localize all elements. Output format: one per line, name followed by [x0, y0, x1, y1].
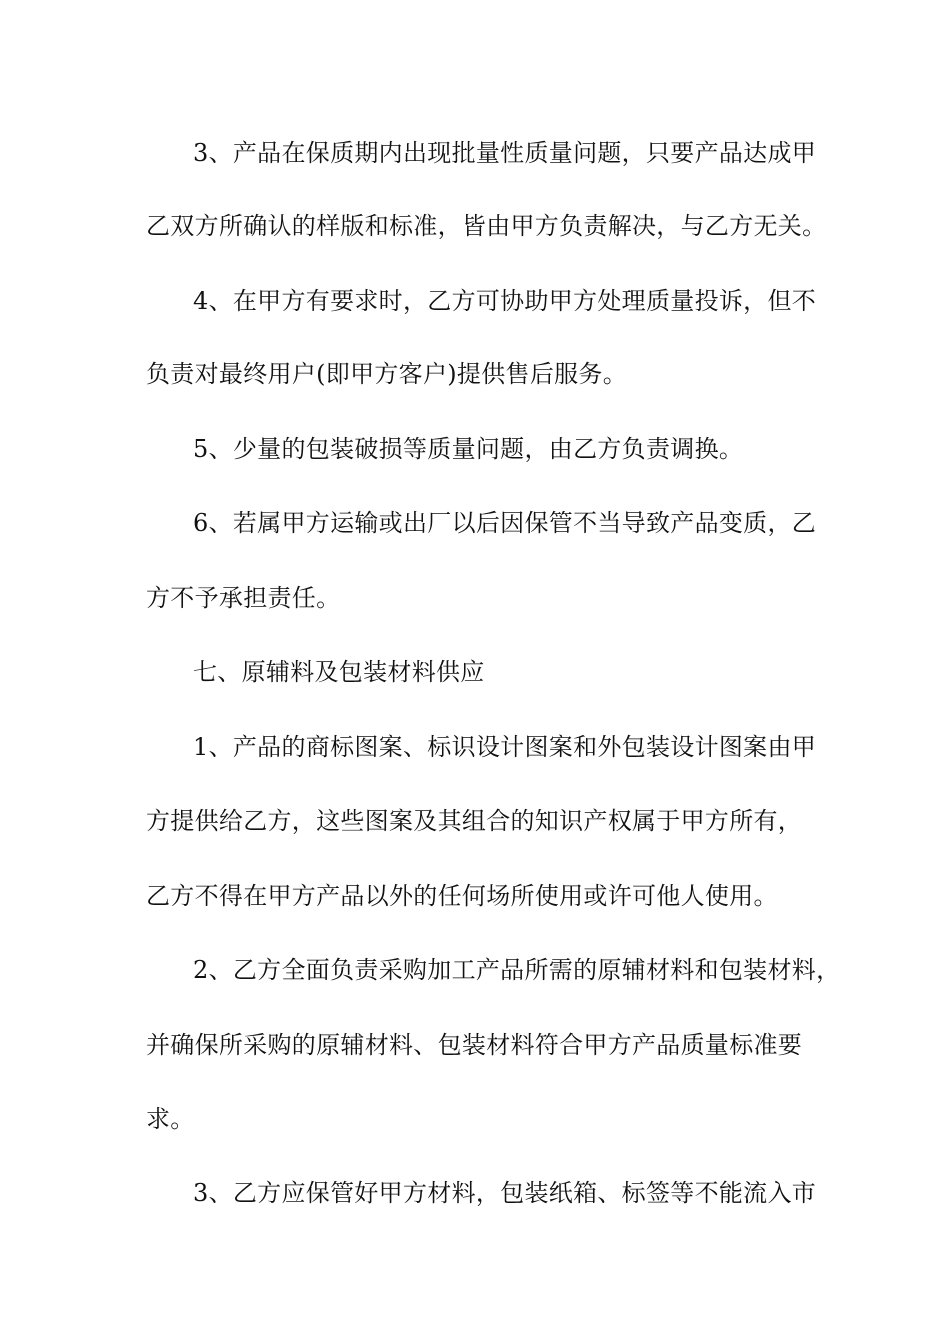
paragraph-line: 求。 [146, 1105, 195, 1133]
paragraph-line: 乙方不得在甲方产品以外的任何场所使用或许可他人使用。 [146, 882, 778, 910]
paragraph-line: 6、若属甲方运输或出厂以后因保管不当导致产品变质，乙 [193, 509, 817, 537]
paragraph-line: 5、少量的包装破损等质量问题，由乙方负责调换。 [193, 435, 744, 463]
paragraph-line: 并确保所采购的原辅材料、包装材料符合甲方产品质量标准要 [146, 1031, 803, 1059]
paragraph-line: 负责对最终用户(即甲方客户)提供售后服务。 [146, 360, 628, 388]
paragraph-line: 方不予承担责任。 [146, 584, 341, 612]
paragraph-line: 乙双方所确认的样版和标准，皆由甲方负责解决，与乙方无关。 [146, 212, 827, 240]
paragraph-line: 方提供给乙方，这些图案及其组合的知识产权属于甲方所有， [146, 807, 803, 835]
paragraph-line: 1、产品的商标图案、标识设计图案和外包装设计图案由甲 [193, 733, 817, 761]
section-heading: 七、原辅料及包装材料供应 [193, 658, 485, 686]
paragraph-line: 3、乙方应保管好甲方材料，包装纸箱、标签等不能流入市 [193, 1179, 817, 1207]
paragraph-line: 4、在甲方有要求时，乙方可协助甲方处理质量投诉，但不 [193, 287, 817, 315]
paragraph-line: 3、产品在保质期内出现批量性质量问题，只要产品达成甲 [193, 139, 817, 167]
paragraph-line: 2、乙方全面负责采购加工产品所需的原辅材料和包装材料， [193, 956, 841, 984]
